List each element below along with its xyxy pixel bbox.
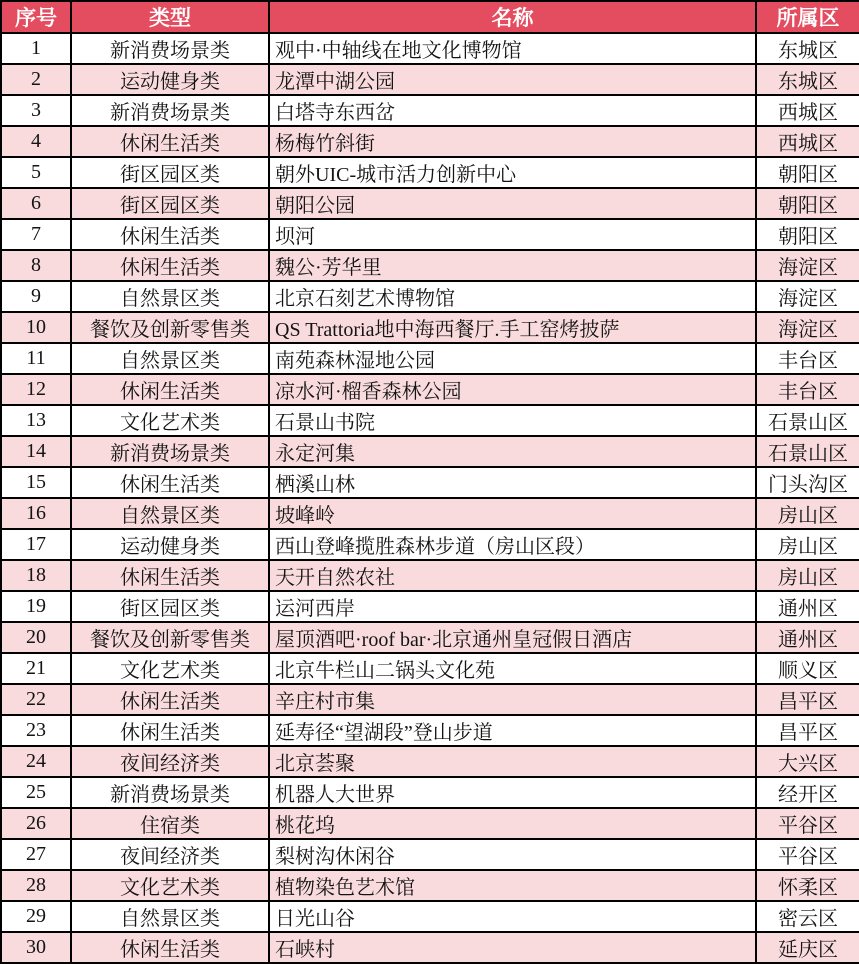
cell-type: 街区园区类 (71, 157, 269, 188)
table-row (1, 95, 859, 126)
cell-name: 机器人大世界 (269, 777, 756, 808)
cell-name: 坡峰岭 (269, 498, 756, 529)
cell-type: 休闲生活类 (71, 219, 269, 250)
cell-name: 朝外UIC-城市活力创新中心 (269, 157, 756, 188)
cell-index: 4 (1, 126, 71, 157)
cell-district: 丰台区 (756, 343, 859, 374)
cell-type: 休闲生活类 (71, 684, 269, 715)
table-row (1, 591, 859, 622)
cell-index: 17 (1, 529, 71, 560)
cell-name: 延寿径“望湖段”登山步道 (269, 715, 756, 746)
cell-index: 27 (1, 839, 71, 870)
cell-index: 7 (1, 219, 71, 250)
cell-index: 28 (1, 870, 71, 901)
header-row (1, 1, 859, 33)
table-row (1, 436, 859, 467)
cell-name: 杨梅竹斜街 (269, 126, 756, 157)
cell-index: 14 (1, 436, 71, 467)
col-header-district: 所属区 (756, 1, 859, 33)
cell-district: 海淀区 (756, 281, 859, 312)
cell-district: 通州区 (756, 591, 859, 622)
cell-district: 密云区 (756, 901, 859, 932)
cell-district: 西城区 (756, 95, 859, 126)
cell-index: 30 (1, 932, 71, 963)
cell-index: 24 (1, 746, 71, 777)
cell-name: 植物染色艺术馆 (269, 870, 756, 901)
cell-type: 住宿类 (71, 808, 269, 839)
cell-district: 海淀区 (756, 312, 859, 343)
cell-type: 夜间经济类 (71, 746, 269, 777)
table-row (1, 932, 859, 963)
table-row (1, 746, 859, 777)
cell-district: 顺义区 (756, 653, 859, 684)
cell-index: 11 (1, 343, 71, 374)
cell-index: 26 (1, 808, 71, 839)
cell-district: 石景山区 (756, 436, 859, 467)
table-row (1, 219, 859, 250)
cell-type: 文化艺术类 (71, 405, 269, 436)
cell-district: 朝阳区 (756, 188, 859, 219)
cell-district: 朝阳区 (756, 157, 859, 188)
cell-district: 石景山区 (756, 405, 859, 436)
table-row (1, 560, 859, 591)
cell-index: 3 (1, 95, 71, 126)
cell-name: 北京荟聚 (269, 746, 756, 777)
cell-name: 南苑森林湿地公园 (269, 343, 756, 374)
table-row (1, 312, 859, 343)
cell-name: 石景山书院 (269, 405, 756, 436)
cell-index: 1 (1, 33, 71, 64)
cell-type: 新消费场景类 (71, 436, 269, 467)
cell-district: 东城区 (756, 64, 859, 95)
table-row (1, 529, 859, 560)
cell-index: 19 (1, 591, 71, 622)
table-row (1, 498, 859, 529)
cell-type: 休闲生活类 (71, 467, 269, 498)
cell-index: 15 (1, 467, 71, 498)
cell-index: 20 (1, 622, 71, 653)
cell-type: 餐饮及创新零售类 (71, 312, 269, 343)
cell-type: 餐饮及创新零售类 (71, 622, 269, 653)
cell-name: 栖溪山林 (269, 467, 756, 498)
cell-name: 永定河集 (269, 436, 756, 467)
cell-name: 凉水河·榴香森林公园 (269, 374, 756, 405)
cell-name: 龙潭中湖公园 (269, 64, 756, 95)
cell-index: 5 (1, 157, 71, 188)
table-row (1, 808, 859, 839)
table-row (1, 467, 859, 498)
cell-type: 自然景区类 (71, 901, 269, 932)
cell-district: 通州区 (756, 622, 859, 653)
cell-name: 西山登峰揽胜森林步道（房山区段） (269, 529, 756, 560)
cell-type: 休闲生活类 (71, 126, 269, 157)
cell-district: 经开区 (756, 777, 859, 808)
cell-district: 房山区 (756, 498, 859, 529)
cell-name: 坝河 (269, 219, 756, 250)
cell-type: 自然景区类 (71, 498, 269, 529)
cell-type: 夜间经济类 (71, 839, 269, 870)
cell-type: 新消费场景类 (71, 95, 269, 126)
table-body (1, 33, 859, 963)
table-row (1, 374, 859, 405)
cell-district: 怀柔区 (756, 870, 859, 901)
cell-type: 休闲生活类 (71, 374, 269, 405)
cell-type: 运动健身类 (71, 64, 269, 95)
cell-index: 12 (1, 374, 71, 405)
col-header-name: 名称 (269, 1, 756, 33)
cell-name: 桃花坞 (269, 808, 756, 839)
cell-name: 运河西岸 (269, 591, 756, 622)
cell-district: 延庆区 (756, 932, 859, 963)
cell-district: 房山区 (756, 529, 859, 560)
cell-index: 8 (1, 250, 71, 281)
cell-name: 辛庄村市集 (269, 684, 756, 715)
table-row (1, 250, 859, 281)
col-header-type: 类型 (71, 1, 269, 33)
table-row (1, 684, 859, 715)
cell-type: 文化艺术类 (71, 870, 269, 901)
cell-name: 日光山谷 (269, 901, 756, 932)
table-row (1, 343, 859, 374)
cell-index: 13 (1, 405, 71, 436)
cell-index: 10 (1, 312, 71, 343)
cell-type: 休闲生活类 (71, 560, 269, 591)
cell-type: 街区园区类 (71, 591, 269, 622)
cell-index: 6 (1, 188, 71, 219)
cell-district: 东城区 (756, 33, 859, 64)
table-row (1, 870, 859, 901)
cell-index: 16 (1, 498, 71, 529)
cell-type: 休闲生活类 (71, 250, 269, 281)
table-row (1, 64, 859, 95)
cell-district: 房山区 (756, 560, 859, 591)
cell-district: 海淀区 (756, 250, 859, 281)
cell-index: 18 (1, 560, 71, 591)
cell-name: 天开自然农社 (269, 560, 756, 591)
cell-index: 25 (1, 777, 71, 808)
table-header (1, 1, 859, 33)
col-header-index: 序号 (1, 1, 71, 33)
table-row (1, 777, 859, 808)
cell-type: 新消费场景类 (71, 777, 269, 808)
cell-name: QS Trattoria地中海西餐厅.手工窑烤披萨 (269, 312, 756, 343)
table-row (1, 157, 859, 188)
cell-district: 丰台区 (756, 374, 859, 405)
cell-district: 大兴区 (756, 746, 859, 777)
table-row (1, 653, 859, 684)
cell-district: 平谷区 (756, 808, 859, 839)
cell-index: 29 (1, 901, 71, 932)
cell-district: 昌平区 (756, 684, 859, 715)
cell-name: 石峡村 (269, 932, 756, 963)
cell-type: 文化艺术类 (71, 653, 269, 684)
cell-district: 门头沟区 (756, 467, 859, 498)
table-row (1, 901, 859, 932)
cell-index: 22 (1, 684, 71, 715)
cell-name: 白塔寺东西岔 (269, 95, 756, 126)
cell-name: 观中·中轴线在地文化博物馆 (269, 33, 756, 64)
cell-type: 街区园区类 (71, 188, 269, 219)
cell-name: 梨树沟休闲谷 (269, 839, 756, 870)
cell-district: 平谷区 (756, 839, 859, 870)
cell-name: 北京牛栏山二锅头文化苑 (269, 653, 756, 684)
table-row (1, 622, 859, 653)
cell-type: 休闲生活类 (71, 932, 269, 963)
table-row (1, 126, 859, 157)
cell-name: 魏公·芳华里 (269, 250, 756, 281)
cell-index: 2 (1, 64, 71, 95)
cell-type: 自然景区类 (71, 281, 269, 312)
table-row (1, 405, 859, 436)
cell-index: 23 (1, 715, 71, 746)
cell-index: 21 (1, 653, 71, 684)
cell-district: 昌平区 (756, 715, 859, 746)
table-row (1, 715, 859, 746)
cell-name: 屋顶酒吧·roof bar·北京通州皇冠假日酒店 (269, 622, 756, 653)
table-row (1, 33, 859, 64)
table-row (1, 839, 859, 870)
cell-name: 朝阳公园 (269, 188, 756, 219)
cell-type: 新消费场景类 (71, 33, 269, 64)
cell-district: 朝阳区 (756, 219, 859, 250)
table-row (1, 281, 859, 312)
cell-type: 自然景区类 (71, 343, 269, 374)
cell-type: 运动健身类 (71, 529, 269, 560)
table-row (1, 188, 859, 219)
cell-index: 9 (1, 281, 71, 312)
cell-type: 休闲生活类 (71, 715, 269, 746)
cell-name: 北京石刻艺术博物馆 (269, 281, 756, 312)
cell-district: 西城区 (756, 126, 859, 157)
